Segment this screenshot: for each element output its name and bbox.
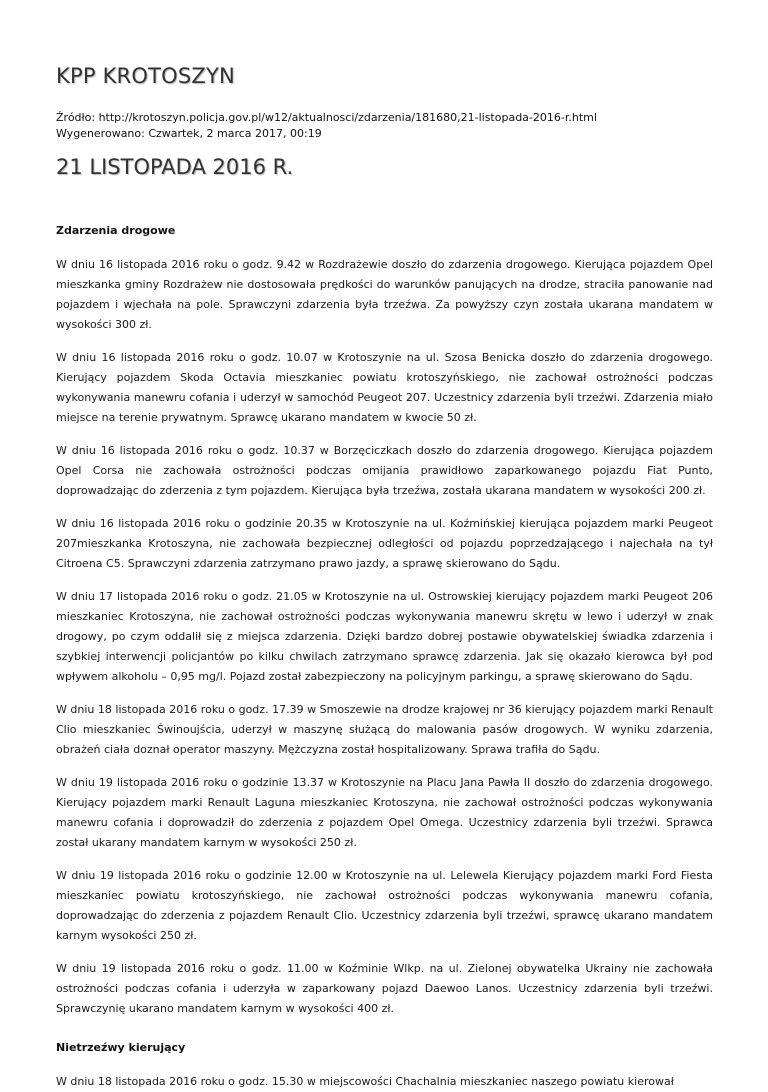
paragraph: W dniu 16 listopada 2016 roku o godz. 9.42 w Rozdrażewie doszło do zdarzenia drogowego. Kierująca pojazdem Opel mieszkanka gminy Rozdrażew nie dostosowała prędkości do warunków panujących na drodze, straciła panowanie nad pojazdem i wjechała na pole. Sprawczyni zdarzenia była trzeźwa. Za powyższy czyn została ukarana mandatem w wysokości 300 zł. bbox=[56, 258, 713, 331]
paragraph: W dniu 17 listopada 2016 roku o godz. 21.05 w Krotoszynie na ul. Ostrowskiej kierujący pojazdem marki Peugeot 206 mieszkaniec Krotoszyna, nie zachował ostrożności podczas wykonywania manewru skrętu w lewo i uderzył w znak drogowy, po czym oddalił się z miejsca zdarzenia. Dzięki bardzo dobrej postawie obywatelskiej świadka zdarzenia i szybkiej interwencji policjantów po kilku chwilach zatrzymano sprawcę zdarzenia. Jak się okazało kierowca był pod wpływem alkoholu – 0,95 mg/l. Pojazd został zabezpieczony na policyjnym parkingu, a sprawę skierowano do Sądu. bbox=[56, 590, 713, 683]
section-heading-road-incidents: Zdarzenia drogowe bbox=[56, 224, 176, 237]
paragraph: W dniu 16 listopada 2016 roku o godz. 10.37 w Borzęciczkach doszło do zdarzenia drogowego. Kierująca pojazdem Opel Corsa nie zachowała ostrożności podczas omijania prawidłowo zaparkowanego pojazdu Fiat Punto, doprowadzając do zderzenia z tym pojazdem. Kierująca była trzeźwa, została ukarana mandatem w wysokości 200 zł. bbox=[56, 444, 713, 497]
document-meta bbox=[56, 110, 713, 142]
paragraph: W dniu 16 listopada 2016 roku o godzinie 20.35 w Krotoszynie na ul. Koźmińskiej kierująca pojazdem marki Peugeot 207mieszkanka Krotoszyna, nie zachowała bezpiecznej odległości od pojazdu poprzedzającego i najechała na tył Citroena C5. Sprawczyni zdarzenia zatrzymano prawo jazdy, a sprawę skierowano do Sądu. bbox=[56, 517, 713, 570]
source-line: Źródło: http://krotoszyn.policja.gov.pl/w12/aktualnosci/zdarzenia/181680,21-listopada-2016-r.html bbox=[56, 111, 597, 124]
paragraph: W dniu 19 listopada 2016 roku o godz. 11.00 w Koźminie Wlkp. na ul. Zielonej obywatelka Ukrainy nie zachowała ostrożności podczas cofania i uderzyła w zaparkowany pojazd Daewoo Lanos. Uczestnicy zdarzenia byli trzeźwi. Sprawczynię ukarano mandatem karnym w wysokości 400 zł. bbox=[56, 962, 713, 1015]
paragraph: W dniu 18 listopada 2016 roku o godz. 15.30 w miejscowości Chachalnia mieszkaniec naszego powiatu kierował bbox=[56, 1075, 674, 1088]
paragraph: W dniu 18 listopada 2016 roku o godz. 17.39 w Smoszewie na drodze krajowej nr 36 kierujący pojazdem marki Renault Clio mieszkaniec Świnoujścia, uderzył w maszynę służącą do malowania pasów drogowych. W wyniku zdarzenia, obrażeń ciała doznał operator maszyny. Mężczyzna został hospitalizowany. Sprawa trafiła do Sądu. bbox=[56, 703, 713, 756]
paragraph: W dniu 16 listopada 2016 roku o godz. 10.07 w Krotoszynie na ul. Szosa Benicka doszło do zdarzenia drogowego. Kierujący pojazdem Skoda Octavia mieszkaniec powiatu krotoszyńskiego, nie zachował ostrożności podczas wykonywania manewru cofania i uderzył w samochód Peugeot 207. Uczestnicy zdarzenia byli trzeźwi. Zdarzenia miało miejsce na terenie prywatnym. Sprawcę ukarano mandatem w kwocie 50 zł. bbox=[56, 351, 713, 424]
section-heading-drunk-driver: Nietrzeźwy kierujący bbox=[56, 1041, 186, 1054]
paragraph: W dniu 19 listopada 2016 roku o godzinie 12.00 w Krotoszynie na ul. Lelewela Kierujący pojazdem marki Ford Fiesta mieszkaniec powiatu krotoszyńskiego, nie zachował ostrożności podczas wykonywania manewru cofania, doprowadzając do zderzenia z pojazdem Renault Clio. Uczestnicy zdarzenia byli trzeźwi, sprawcę ukarano mandatem karnym wysokości 250 zł. bbox=[56, 869, 713, 942]
paragraph: W dniu 19 listopada 2016 roku o godzinie 13.37 w Krotoszynie na Placu Jana Pawła II doszło do zdarzenia drogowego. Kierujący pojazdem marki Renault Laguna mieszkaniec Krotoszyna, nie zachował ostrożności podczas wykonywania manewru cofania i doprowadził do zderzenia z pojazdem Opel Omega. Uczestnicy zdarzenia byli trzeźwi. Sprawca został ukarany mandatem karnym w wysokości 250 zł. bbox=[56, 776, 713, 849]
generated-line: Wygenerowano: Czwartek, 2 marca 2017, 00:19 bbox=[56, 127, 322, 140]
article-title: 21 LISTOPADA 2016 R. bbox=[56, 155, 294, 179]
site-title: KPP KROTOSZYN bbox=[56, 64, 235, 88]
